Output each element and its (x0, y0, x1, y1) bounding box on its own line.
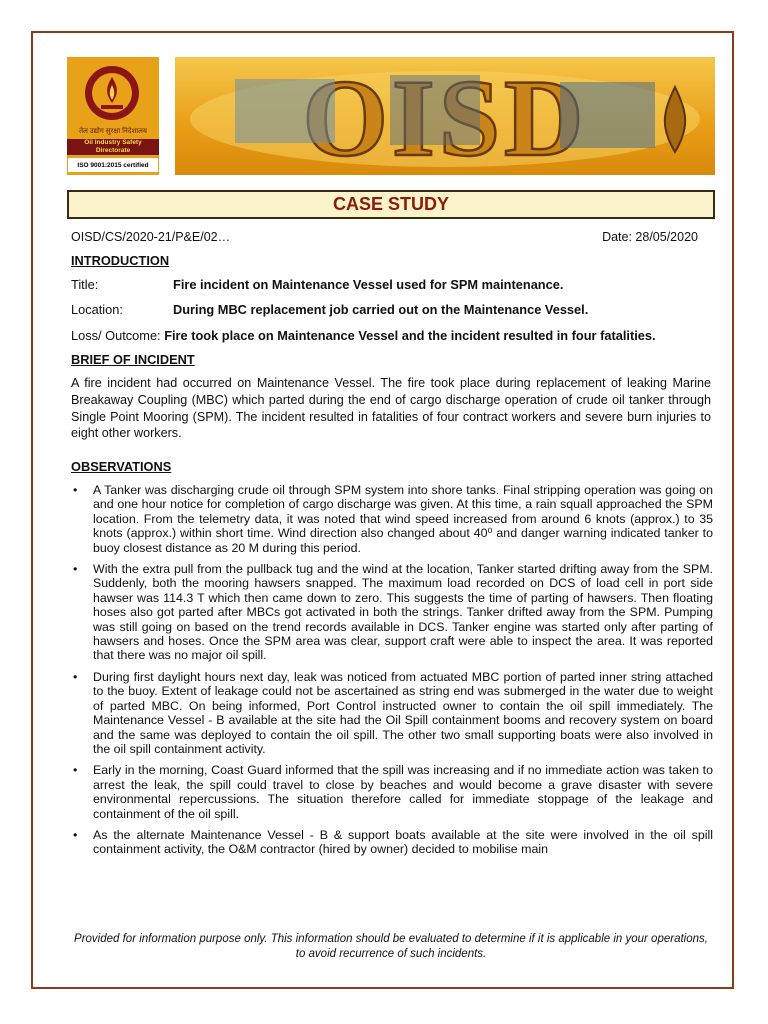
reference-number: OISD/CS/2020-21/P&E/02… (71, 230, 231, 244)
list-item: • Early in the morning, Coast Guard informed that the spill was increasing and if no immediate action was taken to arrest the leak, the spill could travel to close by beaches and would become a grave disaster with severe environmental repercussions. The situation therefore called for immediate stoppage of the leakage and containment of the oil spill. (71, 763, 713, 821)
document-date: Date: 28/05/2020 (602, 230, 698, 244)
list-item: • As the alternate Maintenance Vessel - B & support boats available at the site were involved in the oil spill containment activity, the O&M contractor (hired by owner) decided to mobilise main (71, 828, 713, 857)
brief-paragraph: A fire incident had occurred on Maintenance Vessel. The fire took place during replacement of leaking Marine Breakaway Coupling (MBC) which parted during the end of cargo discharge operation of crude oil tanker through Single Point Mooring (SPM). The incident resulted in fatalities of four contract workers and severe burn injuries to eight other workers. (71, 376, 711, 441)
logo-org-name: Oil Industry Safety Directorate (67, 139, 159, 155)
observations-list (71, 483, 713, 864)
loss-label: Loss/ Outcome: (71, 328, 161, 343)
observations-heading: OBSERVATIONS (71, 459, 172, 474)
logo-hindi-text: तेल उद्योग सुरक्षा निदेशालय (79, 128, 147, 135)
banner-graphic (175, 57, 715, 175)
list-item: • A Tanker was discharging crude oil through SPM system into shore tanks. Final stripping operation was going on and one hour notice for completion of cargo discharge was given. At this time, a rain squall approached the SPM location. From the telemetry data, it was noted that wind speed increased from around 6 knots (approx.) to 35 knots (approx.) within short time. Wind direction also changed about 40⁰ and danger warning indicated tanker to buoy closest distance as 20 M during this period. (71, 483, 713, 555)
title-label: Title: (71, 277, 99, 292)
introduction-heading: INTRODUCTION (71, 253, 170, 268)
title-value: Fire incident on Maintenance Vessel used for SPM maintenance. (173, 277, 564, 292)
iso-certification: ISO 9001:2015 certified (67, 157, 159, 173)
location-label: Location: (71, 302, 123, 317)
oisd-logo (67, 57, 159, 175)
brief-heading: BRIEF OF INCIDENT (71, 352, 195, 367)
flame-emblem-icon (79, 63, 145, 123)
list-item: • With the extra pull from the pullback tug and the wind at the location, Tanker started drifting away from the SPM. Suddenly, both the mooring hawsers snapped. The maximum load recorded on DCS of load cell in port side hawser was 114.3 T which then came down to zero. This suggests the time of parting of hawsers. Then floating hoses also got parted after MBCs got activated in both the strings. Tanker drifted away from the SPM. Pumping was still going on based on the trend records available in DCS. Tanker engine was started only after parting of hawsers and hoses. Once the SPM area was clear, support craft were able to inspect the area. It was reported that there was no major oil spill. (71, 562, 713, 663)
case-study-title: CASE STUDY (67, 190, 715, 219)
list-item: • During first daylight hours next day, leak was noticed from actuated MBC portion of parted inner string attached to the buoy. Extent of leakage could not be ascertained as string end was submerged in the water due to weight of parted MBC. On being informed, Port Control instructed owner to contain the oil spill immediately. The Maintenance Vessel - B available at the site had the Oil Spill containment booms and recovery system on board and the same was deployed to contain the oil spill. The other two small supporting boats were also involved in the oil spill containment activity. (71, 670, 713, 756)
location-value: During MBC replacement job carried out on the Maintenance Vessel. (173, 302, 589, 317)
loss-value: Fire took place on Maintenance Vessel and the incident resulted in four fatalities. (164, 328, 656, 343)
oisd-banner (175, 57, 715, 175)
loss-outcome-row (71, 328, 656, 343)
disclaimer-footer: Provided for information purpose only. This information should be evaluated to determine if it is applicable in your operations, to avoid recurrence of such incidents. (74, 933, 708, 960)
